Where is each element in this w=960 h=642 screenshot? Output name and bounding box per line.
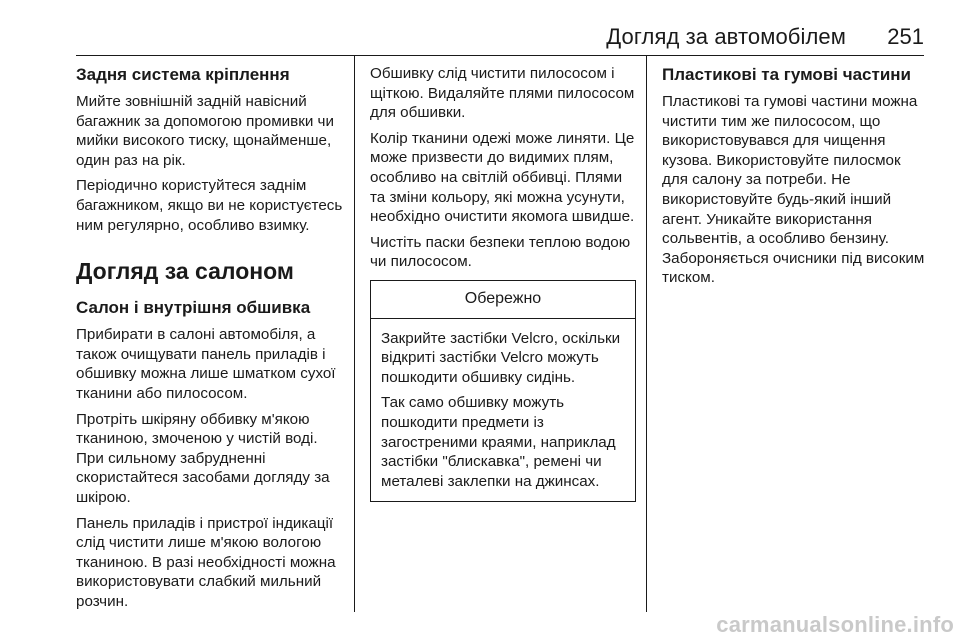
- paragraph-rear-carrier-wash: Мийте зовнішній задній навісний багажник за допомогою промивки чи мийки високого тиску, щонайменше, один раз на рік.: [76, 93, 334, 169]
- paragraph-upholstery-vacuum: Обшивку слід чистити пилососом і щіткою. Видаляйте плями пилососом для обшивки.: [370, 65, 635, 122]
- header-rule: [76, 55, 924, 56]
- paragraph-rear-carrier-use: Періодично користуйтеся заднім багажником, якщо ви не користуєтесь ним регулярно, особливо взимку.: [76, 177, 343, 234]
- paragraph-instrument-panel: Панель приладів і пристрої індикації слід чистити лише м'якою вологою тканиною. В разі необхідності можна використовувати слабкий мильний розчин.: [76, 514, 336, 610]
- heading-plastic-rubber: Пластикові та гумові частини: [662, 65, 911, 84]
- paragraph-plastic-rubber: Пластикові та гумові частини можна чистити тим же пилососом, що використовувався для чищення кузова. Використовуйте пилосмок для салону за потреби. Не використовуйте будь-який інший агент. Уникайте використання сольвентів, а особливо бензину. Забороняється очисники під високим тиском.: [662, 93, 925, 287]
- caution-paragraph-sharp-objects: Так само обшивку можуть пошкодити предмети із загостреними краями, наприклад застібки "блискавка", ремені чи металеві заклепки на джинсах.: [381, 394, 616, 490]
- page-header: [76, 16, 924, 56]
- column-left: [76, 64, 348, 617]
- heading-rear-carrier: Задня система кріплення: [76, 65, 290, 84]
- heading-interior-upholstery: Салон і внутрішня обшивка: [76, 298, 311, 318]
- caution-body: [371, 319, 635, 502]
- paragraph-leather-care: Протріть шкіряну оббивку м'якою тканиною, змоченою у чистій воді. При сильному забрудненні скористайтеся засобами догляду за шкірою.: [76, 410, 330, 506]
- column-divider-left: [354, 56, 355, 612]
- paragraph-seat-belts: Чистіть паски безпеки теплою водою чи пилососом.: [370, 233, 631, 271]
- caution-box: [370, 280, 636, 502]
- paragraph-interior-cleaning: Прибирати в салоні автомобіля, а також очищувати панель приладів і обшивку можна лише шматком сухої тканини або пилососом.: [76, 326, 336, 402]
- column-right: [662, 64, 928, 294]
- page-number: 251: [887, 24, 924, 49]
- column-middle: [370, 64, 636, 502]
- caution-title: Обережно: [371, 281, 635, 319]
- page-title: Догляд за автомобілем: [606, 24, 846, 49]
- caution-paragraph-velcro: Закрийте застібки Velcro, оскільки відкриті застібки Velcro можуть пошкодити обшивку сидінь.: [381, 329, 621, 386]
- section-title-interior-care: Догляд за салоном: [76, 258, 294, 285]
- watermark: carmanualsonline.info: [716, 612, 954, 637]
- paragraph-fabric-color: Колір тканини одежі може линяти. Це може призвести до видимих плям, особливо на світлій оббивці. Плями та зміни кольору, які можна усунути, необхідно очистити якомога швидше.: [370, 129, 635, 226]
- column-divider-right: [646, 56, 647, 612]
